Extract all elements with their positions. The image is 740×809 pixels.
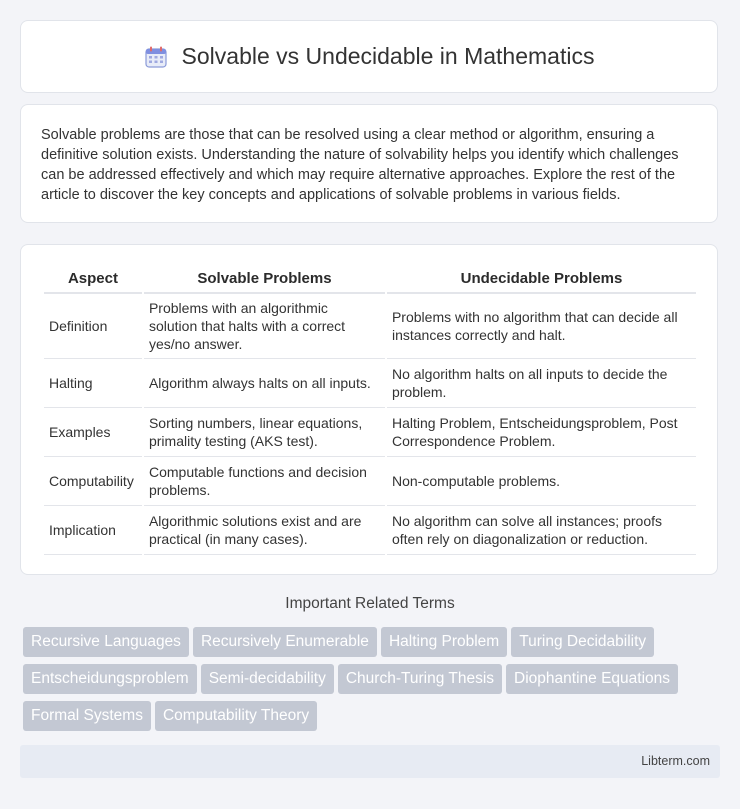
- table-cell: No algorithm can solve all instances; proofs often rely on diagonalization or reduction.: [387, 506, 696, 555]
- table-header-row: [44, 265, 696, 294]
- table-row: [44, 408, 696, 457]
- term-tag[interactable]: Entscheidungsproblem: [23, 664, 197, 694]
- table-header: Undecidable Problems: [387, 265, 696, 294]
- term-tag[interactable]: Recursively Enumerable: [193, 627, 377, 657]
- term-tag[interactable]: Formal Systems: [23, 701, 151, 731]
- intro-text: Solvable problems are those that can be resolved using a clear method or algorithm, ensuring a definitive solution exists. Understanding the nature of solvability helps you identify which challenges can be addressed effectively and which may require alternative approaches. Explore the rest of the article to discover the key concepts and applications of solvable problems in various fields.: [41, 127, 679, 203]
- table-cell: Halting Problem, Entscheidungsproblem, Post Correspondence Problem.: [387, 408, 696, 457]
- table-row: [44, 359, 696, 408]
- comparison-table-card: [20, 244, 718, 575]
- term-tag[interactable]: Recursive Languages: [23, 627, 189, 657]
- table-header: Aspect: [44, 265, 142, 294]
- table-cell: Computability: [44, 457, 142, 506]
- table-cell: Non-computable problems.: [387, 457, 696, 506]
- calendar-icon: [144, 45, 168, 69]
- term-tag[interactable]: Church-Turing Thesis: [338, 664, 502, 694]
- table-cell: Sorting numbers, linear equations, primality testing (AKS test).: [144, 408, 385, 457]
- page-title: Solvable vs Undecidable in Mathematics: [181, 43, 595, 69]
- term-tag[interactable]: Turing Decidability: [511, 627, 654, 657]
- related-terms-list: [23, 627, 723, 738]
- related-terms-title: Important Related Terms: [285, 595, 455, 612]
- table-cell: Definition: [44, 294, 142, 359]
- table-row: [44, 457, 696, 506]
- table-cell: Algorithm always halts on all inputs.: [144, 359, 385, 408]
- table-cell: Halting: [44, 359, 142, 408]
- table-cell: Implication: [44, 506, 142, 555]
- table-cell: Algorithmic solutions exist and are practical (in many cases).: [144, 506, 385, 555]
- table-cell: Problems with no algorithm that can decide all instances correctly and halt.: [387, 294, 696, 359]
- term-tag[interactable]: Semi-decidability: [201, 664, 334, 694]
- footer: [20, 745, 720, 778]
- table-cell: Computable functions and decision problems.: [144, 457, 385, 506]
- header-card: [20, 20, 718, 93]
- footer-link[interactable]: Libterm.com: [641, 754, 710, 768]
- term-tag[interactable]: Diophantine Equations: [506, 664, 678, 694]
- table-cell: Problems with an algorithmic solution that halts with a correct yes/no answer.: [144, 294, 385, 359]
- table-cell: No algorithm halts on all inputs to decide the problem.: [387, 359, 696, 408]
- table-cell: Examples: [44, 408, 142, 457]
- table-row: [44, 294, 696, 359]
- intro-card: [20, 104, 718, 223]
- table-row: [44, 506, 696, 555]
- comparison-table: [42, 265, 698, 555]
- table-header: Solvable Problems: [144, 265, 385, 294]
- term-tag[interactable]: Halting Problem: [381, 627, 507, 657]
- term-tag[interactable]: Computability Theory: [155, 701, 317, 731]
